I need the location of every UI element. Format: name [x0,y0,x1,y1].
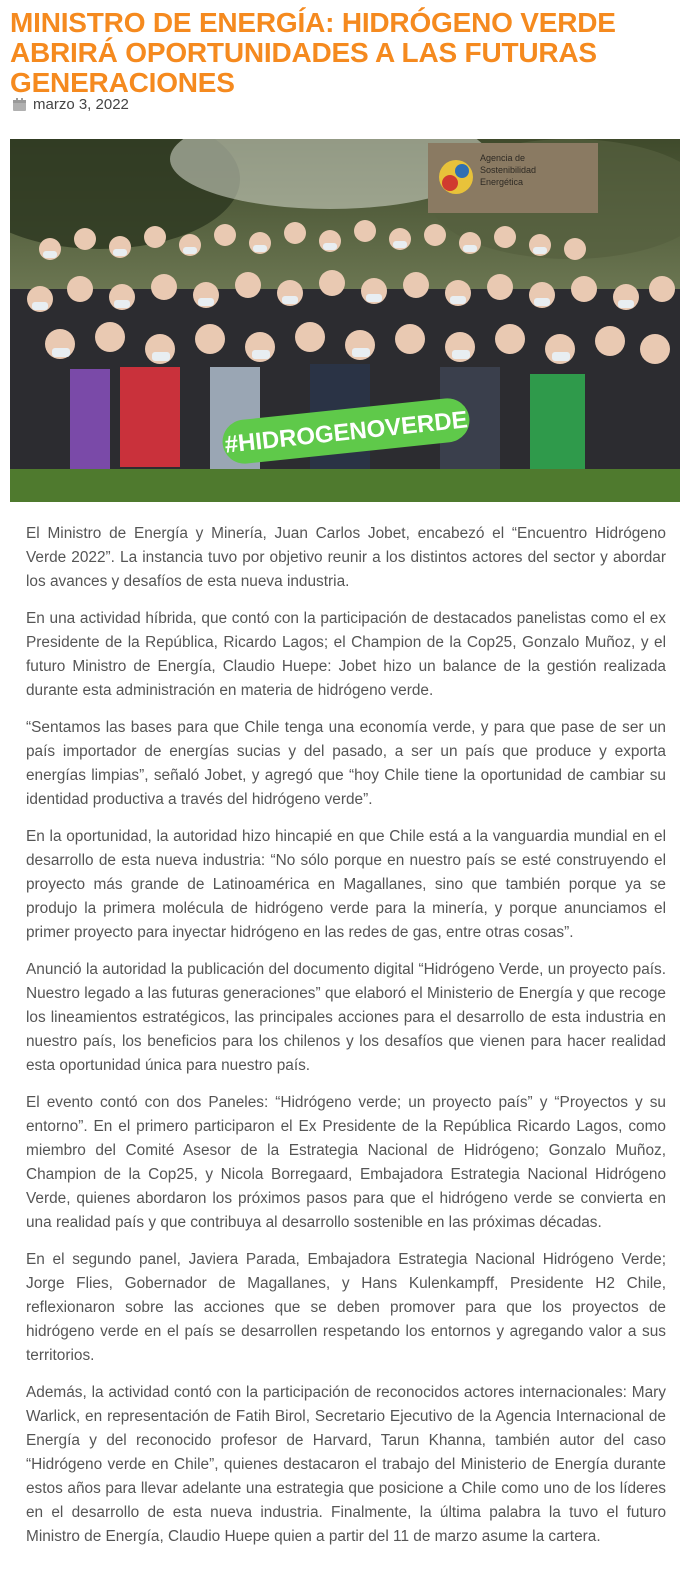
featured-image [10,139,680,502]
agency-sign [428,143,598,213]
paragraph: El Ministro de Energía y Minería, Juan Carlos Jobet, encabezó el “Encuentro Hidrógeno Verde 2022”. La instancia tuvo por objetivo reunir a los distintos actores del sector y abordar los avances y desafíos de esta nueva industria. [26,525,666,590]
article-title: MINISTRO DE ENERGÍA: HIDRÓGENO VERDE ABRIRÁ OPORTUNIDADES A LAS FUTURAS GENERACIONES [10,7,616,98]
calendar-icon [13,98,26,111]
svg-text:Agencia de: Agencia de [480,153,526,163]
article-body [26,522,666,1562]
svg-text:Sostenibilidad: Sostenibilidad [480,165,537,175]
paragraph: El evento contó con dos Paneles: “Hidrógeno verde; un proyecto país” y “Proyectos y su entorno”. En el primero participaron el Ex Presidente de la República Ricardo Lagos, como miembro del Comité Asesor de la Estrategia Nacional de Hidrógeno; Gonzalo Muñoz, Champion de la Cop25, y Nicola Borregaard, Embajadora Estrategia Nacional Hidrógeno Verde, quienes abordaron los próximos pasos para que el hidrógeno verde se convierta en una realidad país y que contribuya al desarrollo sostenible en las próximas décadas. [26,1094,666,1231]
banner-text: #HIDROGENOVERDE [223,406,469,459]
paragraph: En la oportunidad, la autoridad hizo hincapié en que Chile está a la vanguardia mundial en el desarrollo de esta nueva industria: “No sólo porque en nuestro país se esté construyendo el proyecto más grande de Latinoamérica en Magallanes, sino que también porque ya se produjo la primera molécula de hidrógeno verde para la minería, y porque anunciamos el primer proyecto para inyectar hidrógeno en las redes de gas, entre otras cosas”. [26,828,666,941]
group-photo [10,139,680,502]
svg-text:Energética: Energética [480,177,524,187]
paragraph: En el segundo panel, Javiera Parada, Embajadora Estrategia Nacional Hidrógeno Verde; Jorge Flies, Gobernador de Magallanes, y Hans Kulenkampff, Presidente H2 Chile, reflexionaron sobre las acciones que se deben promover para que los proyectos de hidrógeno verde en el país se desarrollen respetando los entornos y agregando valor a sus territorios. [26,1251,666,1364]
post-date: marzo 3, 2022 [33,95,129,113]
post-meta [13,94,129,114]
paragraph: En una actividad híbrida, que contó con la participación de destacados panelistas como el ex Presidente de la República, Ricardo Lagos; el Champion de la Cop25, Gonzalo Muñoz, y el futuro Ministro de Energía, Claudio Huepe: Jobet hizo un balance de la gestión realizada durante esta administración en materia de hidrógeno verde. [26,610,666,699]
paragraph: Además, la actividad contó con la participación de reconocidos actores internacionales: Mary Warlick, en representación de Fatih Birol, Secretario Ejecutivo de la Agencia Internacional de Energía y del reconocido profesor de Harvard, Tarun Khanna, también autor del caso “Hidrógeno verde en Chile”, quienes destacaron el trabajo del Ministerio de Energía durante estos años para llevar adelante una estrategia que posicione a Chile como uno de los líderes en el desarrollo de esta nueva industria. Finalmente, la última palabra la tuvo el futuro Ministro de Energía, Claudio Huepe quien a partir del 11 de marzo asume la cartera. [26,1384,666,1545]
paragraph: Anunció la autoridad la publicación del documento digital “Hidrógeno Verde, un proyecto país. Nuestro legado a las futuras generaciones” que elaboró el Ministerio de Energía y que recoge los lineamientos estratégicos, las principales acciones para el desarrollo de esta industria en nuestro país, los beneficios para los chilenos y los desafíos que vienen para hacer realidad esta oportunidad única para nuestro país. [26,961,666,1074]
paragraph: “Sentamos las bases para que Chile tenga una economía verde, y para que pase de ser un país importador de energías sucias y del pasado, a ser un país que produce y exporta energías limpias”, señaló Jobet, y agregó que “hoy Chile tiene la oportunidad de cambiar su identidad productiva a través del hidrógeno verde”. [26,719,666,808]
